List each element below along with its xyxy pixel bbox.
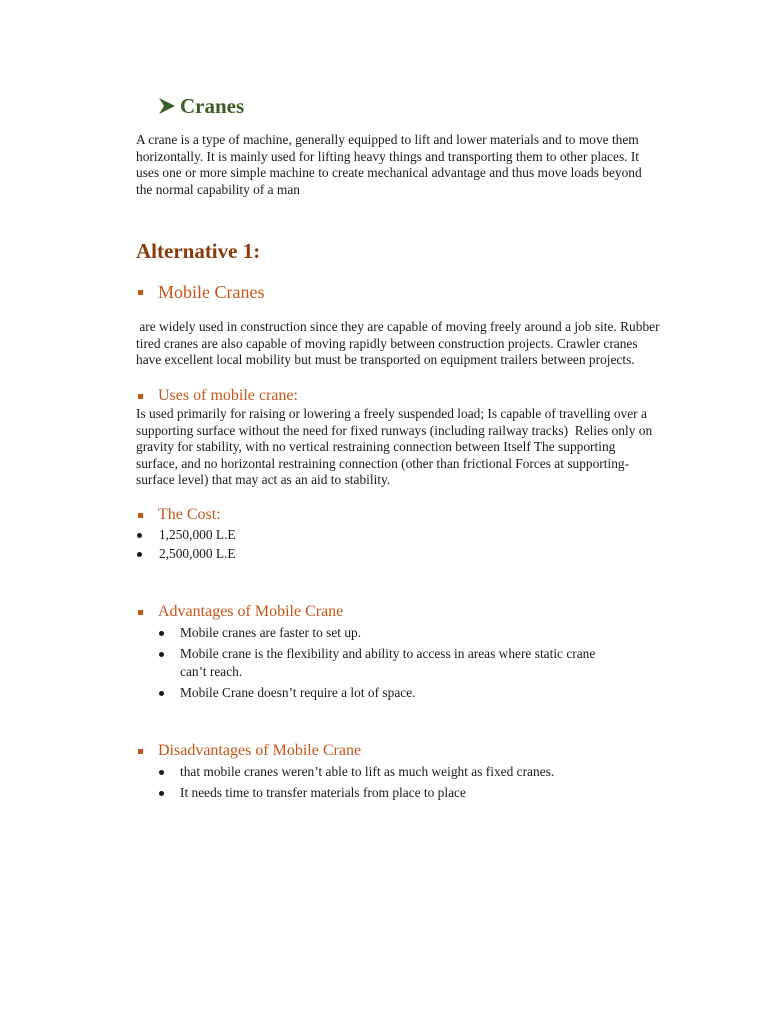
square-bullet-icon	[138, 610, 143, 615]
uses-paragraph	[136, 406, 652, 489]
arrowhead-icon	[158, 97, 176, 115]
mobile-cranes-paragraph	[136, 319, 660, 369]
page-title: Cranes	[180, 94, 245, 118]
list-item-line: It needs time to transfer materials from place to place	[180, 785, 466, 800]
advantages-heading	[138, 602, 343, 622]
intro-line: horizontally. It is mainly used for lifting heavy things and transporting them to other places. It	[136, 148, 640, 164]
list-item	[159, 784, 554, 802]
list-item-line: can’t reach.	[180, 664, 243, 679]
cost-heading-label: The Cost:	[158, 506, 221, 523]
advantages-list	[159, 624, 595, 705]
disadvantages-heading-label: Disadvantages of Mobile Crane	[158, 742, 362, 759]
paragraph-line: surface level) that may act as an aid to stability.	[136, 472, 391, 488]
round-bullet-icon	[159, 770, 164, 775]
paragraph-line: Is used primarily for raising or lowering a freely suspended load; Is capable of travelling over a	[136, 406, 647, 421]
mobile-cranes-heading	[138, 281, 264, 303]
intro-line: uses one or more simple machine to create mechanical advantage and thus move loads beyond	[136, 165, 642, 181]
paragraph-line: surface, and no horizontal restraining connection (other than frictional Forces at supporting-	[136, 455, 630, 471]
round-bullet-icon	[159, 631, 164, 636]
alternative-heading: Alternative 1:	[136, 239, 261, 263]
list-item-line: that mobile cranes weren’t able to lift as much weight as fixed cranes.	[180, 764, 555, 779]
list-item-text	[180, 684, 416, 702]
title-row	[158, 94, 244, 118]
uses-heading	[138, 386, 298, 406]
advantages-heading-label: Advantages of Mobile Crane	[158, 603, 344, 620]
intro-line: A crane is a type of machine, generally equipped to lift and lower materials and to move them	[136, 132, 639, 147]
paragraph-line: have excellent local mobility but must be transported on equipment trailers between projects.	[136, 352, 635, 368]
disadvantages-heading	[138, 741, 361, 761]
list-item	[137, 545, 236, 563]
round-bullet-icon	[159, 652, 164, 657]
paragraph-line: supporting surface without the need for fixed runways (including railway tracks) Relies only on	[136, 422, 653, 438]
square-bullet-icon	[138, 513, 143, 518]
round-bullet-icon	[159, 691, 164, 696]
round-bullet-icon	[137, 533, 142, 538]
list-item	[159, 624, 595, 642]
cost-heading	[138, 505, 221, 525]
round-bullet-icon	[159, 791, 164, 796]
list-item-line: Mobile Crane doesn’t require a lot of space.	[180, 685, 416, 700]
square-bullet-icon	[138, 749, 143, 754]
mobile-cranes-heading-label: Mobile Cranes	[158, 282, 265, 302]
intro-line: the normal capability of a man	[136, 181, 300, 197]
disadvantages-list	[159, 763, 554, 805]
list-item	[159, 645, 595, 681]
paragraph-line: tired cranes are also capable of moving rapidly between construction projects. Crawler cranes	[136, 335, 638, 351]
list-item	[159, 684, 595, 702]
list-item-text	[180, 645, 595, 681]
cost-value: 2,500,000 L.E	[159, 546, 236, 561]
list-item	[137, 526, 236, 544]
uses-heading-label: Uses of mobile crane:	[158, 387, 298, 404]
square-bullet-icon	[138, 290, 143, 295]
list-item	[159, 763, 554, 781]
round-bullet-icon	[137, 552, 142, 557]
intro-paragraph	[136, 132, 642, 198]
paragraph-line: are widely used in construction since they are capable of moving freely around a job site. Rubber	[136, 319, 660, 334]
list-item-line: Mobile crane is the flexibility and ability to access in areas where static crane	[180, 646, 596, 661]
cost-list	[137, 526, 236, 563]
paragraph-line: gravity for stability, with no vertical restraining connection between Itself The supporting	[136, 439, 616, 455]
square-bullet-icon	[138, 394, 143, 399]
list-item-line: Mobile cranes are faster to set up.	[180, 625, 362, 640]
list-item-text	[180, 624, 361, 642]
cost-value: 1,250,000 L.E	[159, 527, 236, 542]
